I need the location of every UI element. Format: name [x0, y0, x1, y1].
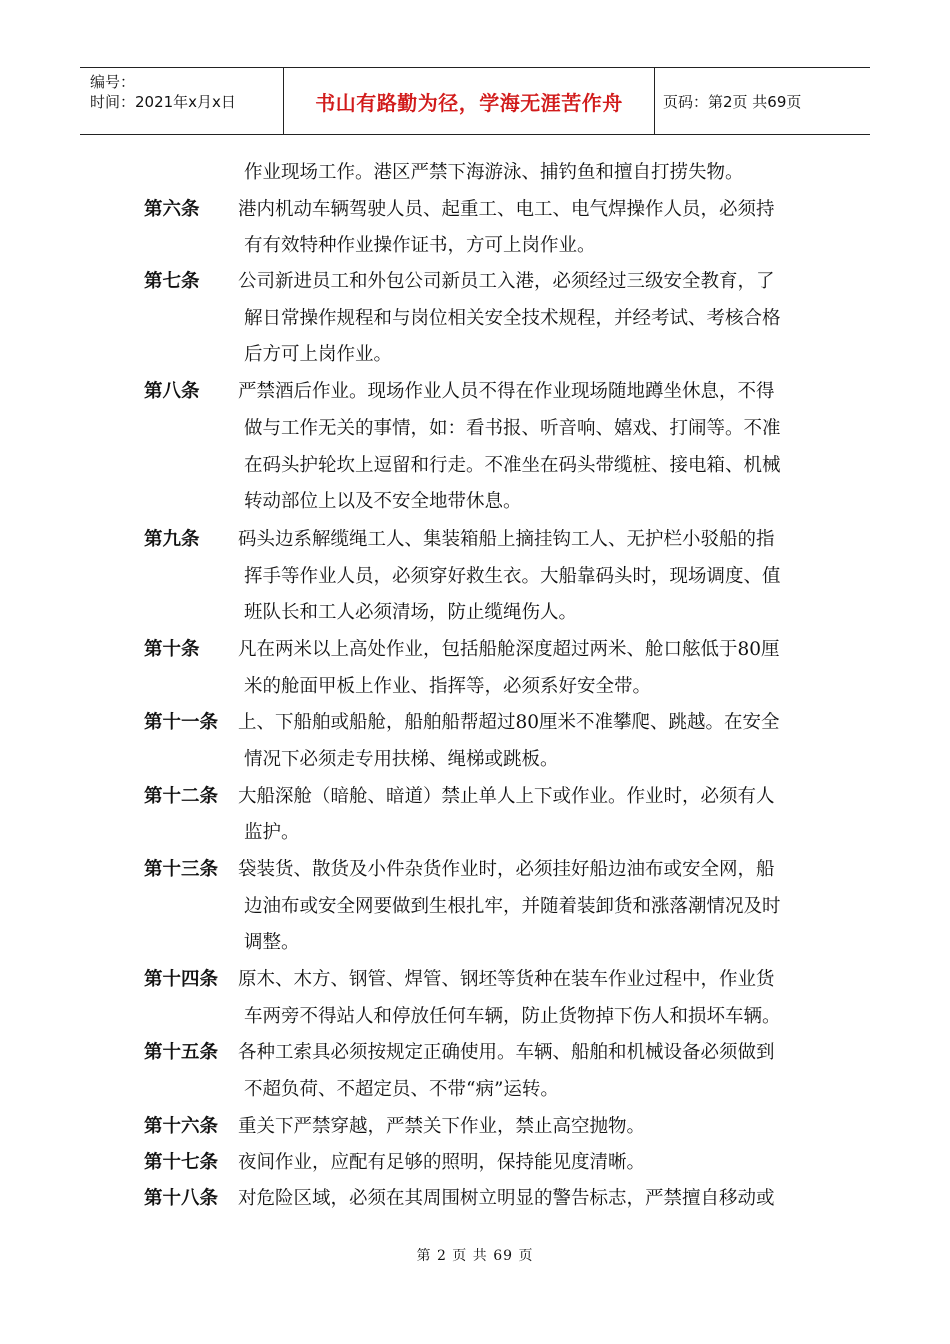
text-line: 在码头护轮坎上逗留和行走。不准坐在码头带缆桩、接电箱、机械 [244, 455, 781, 476]
text-line: 上、下船舶或船舱，船舶船帮超过80厘米不准攀爬、跳越。在安全 [238, 712, 780, 733]
text-line: 重关下严禁穿越，严禁关下作业，禁止高空抛物。 [238, 1116, 646, 1137]
text-line: 情况下必须走专用扶梯、绳梯或跳板。 [244, 749, 559, 770]
text-line: 凡在两米以上高处作业，包括船舱深度超过两米、舱口舷低于80厘 [238, 639, 780, 660]
text-line: 不超负荷、不超定员、不带“病”运转。 [244, 1079, 559, 1100]
page-footer: 第 2 页 共 69 页 [416, 1248, 534, 1264]
text-line: 严禁酒后作业。现场作业人员不得在作业现场随地蹲坐休息，不得 [238, 381, 775, 402]
text-line: 班队长和工人必须清场，防止缆绳伤人。 [244, 602, 578, 623]
document-time-label: 时间：2021年x月x日 [90, 93, 236, 111]
article-label-14: 第十四条 [144, 969, 219, 990]
article-label-6: 第六条 [144, 199, 200, 220]
text-line: 大船深舱（暗舱、暗道）禁止单人上下或作业。作业时，必须有人 [238, 786, 775, 807]
text-line: 港内机动车辆驾驶人员、起重工、电工、电气焊操作人员，必须持 [238, 199, 775, 220]
header-meta [80, 68, 283, 134]
article-label-16: 第十六条 [144, 1116, 219, 1137]
header-page-info: 页码：第2页 共69页 [663, 92, 802, 111]
text-line: 原木、木方、钢管、焊管、钢坯等货种在装车作业过程中，作业货 [238, 969, 775, 990]
header-motto: 书山有路勤为径，学海无涯苦作舟 [315, 90, 623, 115]
article-label-18: 第十八条 [144, 1188, 219, 1209]
article-label-7: 第七条 [144, 271, 200, 292]
article-label-11: 第十一条 [144, 712, 219, 733]
text-line: 有有效特种作业操作证书，方可上岗作业。 [244, 235, 596, 256]
text-line: 车两旁不得站人和停放任何车辆，防止货物掉下伤人和损坏车辆。 [244, 1006, 781, 1027]
text-line: 调整。 [244, 932, 300, 953]
text-line: 作业现场工作。港区严禁下海游泳、捕钓鱼和擅自打捞失物。 [244, 162, 744, 183]
document-header [80, 67, 870, 135]
text-line: 夜间作业，应配有足够的照明，保持能见度清晰。 [238, 1152, 646, 1173]
text-line: 解日常操作规程和与岗位相关安全技术规程，并经考试、考核合格 [244, 308, 781, 329]
header-page-cell [655, 68, 870, 134]
text-line: 对危险区域，必须在其周围树立明显的警告标志，严禁擅自移动或 [238, 1188, 775, 1209]
text-line: 米的舱面甲板上作业、指挥等，必须系好安全带。 [244, 676, 652, 697]
article-label-9: 第九条 [144, 529, 200, 550]
article-label-10: 第十条 [144, 639, 200, 660]
text-line: 公司新进员工和外包公司新员工入港，必须经过三级安全教育，了 [238, 271, 775, 292]
text-line: 码头边系解缆绳工人、集装箱船上摘挂钩工人、无护栏小驳船的指 [238, 529, 775, 550]
text-line: 后方可上岗作业。 [244, 344, 393, 365]
text-line: 袋装货、散货及小件杂货作业时，必须挂好船边油布或安全网，船 [238, 859, 775, 880]
article-label-13: 第十三条 [144, 859, 219, 880]
text-line: 边油布或安全网要做到生根扎牢，并随着装卸货和涨落潮情况及时 [244, 896, 781, 917]
article-label-15: 第十五条 [144, 1042, 219, 1063]
article-label-12: 第十二条 [144, 786, 219, 807]
article-label-17: 第十七条 [144, 1152, 219, 1173]
article-label-8: 第八条 [144, 381, 200, 402]
text-line: 各种工索具必须按规定正确使用。车辆、船舶和机械设备必须做到 [238, 1042, 775, 1063]
text-line: 转动部位上以及不安全地带休息。 [244, 491, 522, 512]
header-motto-cell [283, 68, 655, 134]
document-number-label: 编号： [90, 73, 136, 91]
text-line: 做与工作无关的事情，如：看书报、听音响、嬉戏、打闹等。不准 [244, 418, 781, 439]
text-line: 监护。 [244, 822, 300, 843]
text-line: 挥手等作业人员，必须穿好救生衣。大船靠码头时，现场调度、值 [244, 566, 781, 587]
